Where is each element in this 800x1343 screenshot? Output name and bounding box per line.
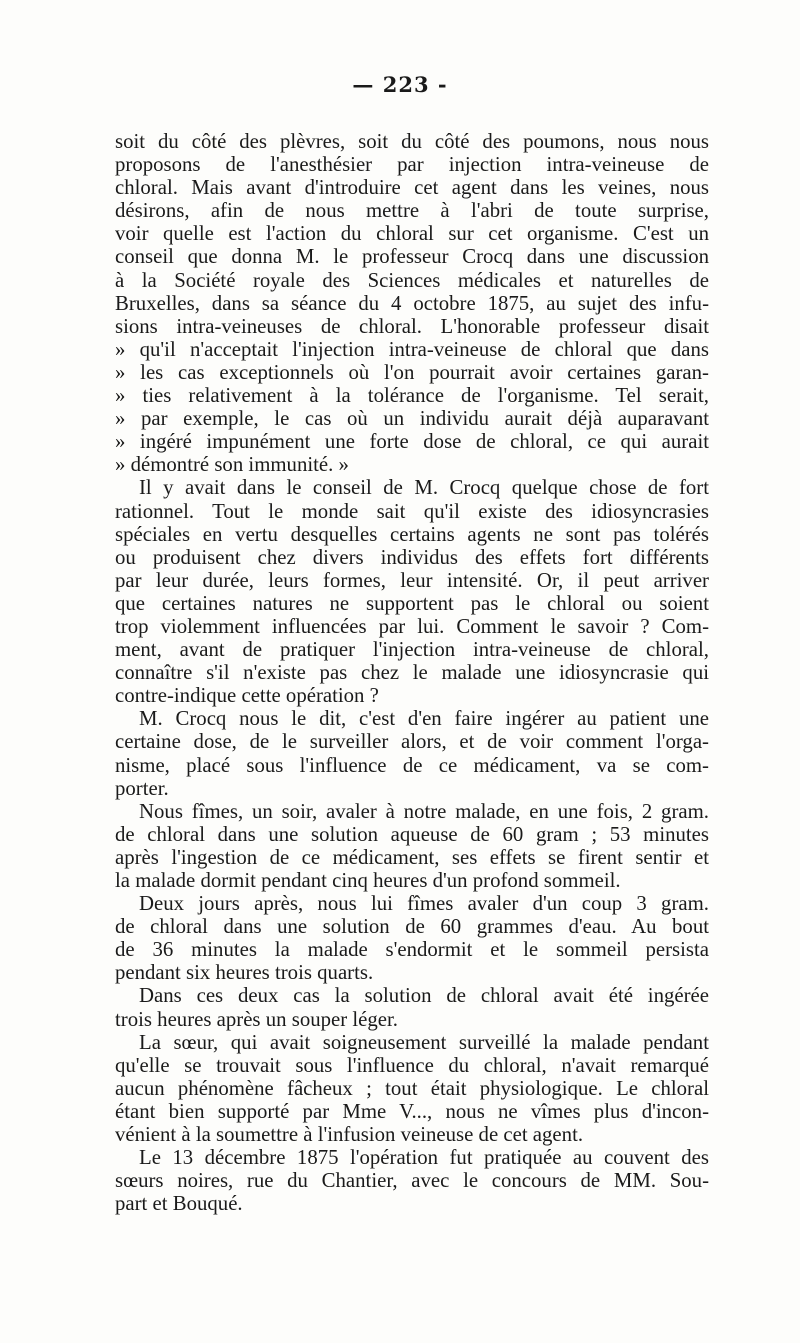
text-line: de 36 minutes la malade s'endormit et le sommeil persista — [115, 938, 709, 962]
text-line: Dans ces deux cas la solution de chloral avait été ingérée — [139, 984, 709, 1008]
paragraph — [115, 800, 709, 892]
text-line: M. Crocq nous le dit, c'est d'en faire ingérer au patient une — [139, 707, 709, 731]
text-line: Le 13 décembre 1875 l'opération fut pratiquée au couvent des — [139, 1146, 709, 1170]
text-line: Deux jours après, nous lui fîmes avaler d'un coup 3 gram. — [139, 892, 709, 916]
text-line: » les cas exceptionnels où l'on pourrait avoir certaines garan- — [115, 360, 709, 384]
paragraph — [115, 1146, 709, 1215]
text-line: part et Bouqué. — [115, 1192, 243, 1216]
text-line: La sœur, qui avait soigneusement surveillé la malade pendant — [139, 1030, 709, 1054]
text-line: porter. — [115, 776, 169, 800]
text-line: Bruxelles, dans sa séance du 4 octobre 1875, au sujet des infu- — [115, 291, 709, 315]
text-line: la malade dormit pendant cinq heures d'un profond sommeil. — [115, 869, 621, 892]
text-line: vénient à la soumettre à l'infusion veineuse de cet agent. — [115, 1123, 584, 1147]
text-line: ment, avant de pratiquer l'injection intra-veineuse de chloral, — [115, 638, 709, 662]
paragraph — [115, 892, 709, 984]
text-line: soit du côté des plèvres, soit du côté des poumons, nous nous — [115, 130, 709, 153]
text-line: qu'elle se trouvait sous l'influence du chloral, n'avait remarqué — [115, 1053, 709, 1077]
text-line: connaître s'il n'existe pas chez le malade une idiosyncrasie qui — [115, 661, 709, 685]
paragraph — [115, 707, 709, 799]
text-line: rationnel. Tout le monde sait qu'il existe des idiosyncrasies — [115, 499, 709, 523]
text-line: » ties relativement à la tolérance de l'organisme. Tel serait, — [115, 384, 709, 408]
text-line: trop violemment influencées par lui. Comment le savoir ? Com- — [115, 614, 709, 638]
text-line: voir quelle est l'action du chloral sur cet organisme. C'est un — [115, 222, 709, 246]
paragraph — [115, 130, 709, 476]
paragraph — [115, 984, 709, 1030]
paragraph — [115, 476, 709, 707]
text-line: conseil que donna M. le professeur Crocq dans une discussion — [115, 245, 709, 269]
text-line: certaine dose, de le surveiller alors, et de voir comment l'orga- — [115, 730, 709, 754]
body-text — [115, 130, 709, 1215]
paragraph — [115, 1031, 709, 1146]
text-line: que certaines natures ne supportent pas le chloral ou soient — [115, 591, 709, 615]
text-line: nisme, placé sous l'influence de ce médicament, va se com- — [115, 753, 709, 777]
text-line: de chloral dans une solution aqueuse de 60 gram ; 53 minutes — [115, 822, 709, 846]
text-line: spéciales en vertu desquelles certains agents ne sont pas tolérés — [115, 522, 709, 546]
text-line: pendant six heures trois quarts. — [115, 961, 374, 985]
text-line: après l'ingestion de ce médicament, ses effets se firent sentir et — [115, 845, 709, 869]
text-line: aucun phénomène fâcheux ; tout était physiologique. Le chloral — [115, 1076, 709, 1100]
text-line: sions intra-veineuses de chloral. L'honorable professeur disait — [115, 314, 709, 338]
text-line: étant bien supporté par Mme V..., nous ne vîmes plus d'incon- — [115, 1099, 709, 1123]
text-line: » ingéré impunément une forte dose de chloral, ce qui aurait — [115, 430, 709, 454]
text-line: Nous fîmes, un soir, avaler à notre malade, en une fois, 2 gram. — [139, 799, 709, 823]
text-line: désirons, afin de nous mettre à l'abri de toute surprise, — [115, 199, 709, 223]
text-line: » qu'il n'acceptait l'injection intra-veineuse de chloral que dans — [115, 337, 709, 361]
page-number: — 223 - — [352, 72, 448, 97]
text-line: trois heures après un souper léger. — [115, 1007, 398, 1031]
text-line: chloral. Mais avant d'introduire cet agent dans les veines, nous — [115, 176, 709, 200]
text-line: à la Société royale des Sciences médicales et naturelles de — [115, 268, 709, 292]
text-line: contre-indique cette opération ? — [115, 684, 379, 708]
text-line: ou produisent chez divers individus des effets fort différents — [115, 545, 709, 569]
text-line: Il y avait dans le conseil de M. Crocq quelque chose de fort — [139, 476, 709, 500]
text-line: par leur durée, leurs formes, leur intensité. Or, il peut arriver — [115, 568, 709, 592]
text-line: » par exemple, le cas où un individu aurait déjà auparavant — [115, 407, 709, 431]
text-line: sœurs noires, rue du Chantier, avec le concours de MM. Sou- — [115, 1169, 709, 1193]
text-line: proposons de l'anesthésier par injection intra-veineuse de — [115, 153, 709, 177]
text-line: » démontré son immunité. » — [115, 453, 349, 477]
text-line: de chloral dans une solution de 60 grammes d'eau. Au bout — [115, 915, 709, 939]
